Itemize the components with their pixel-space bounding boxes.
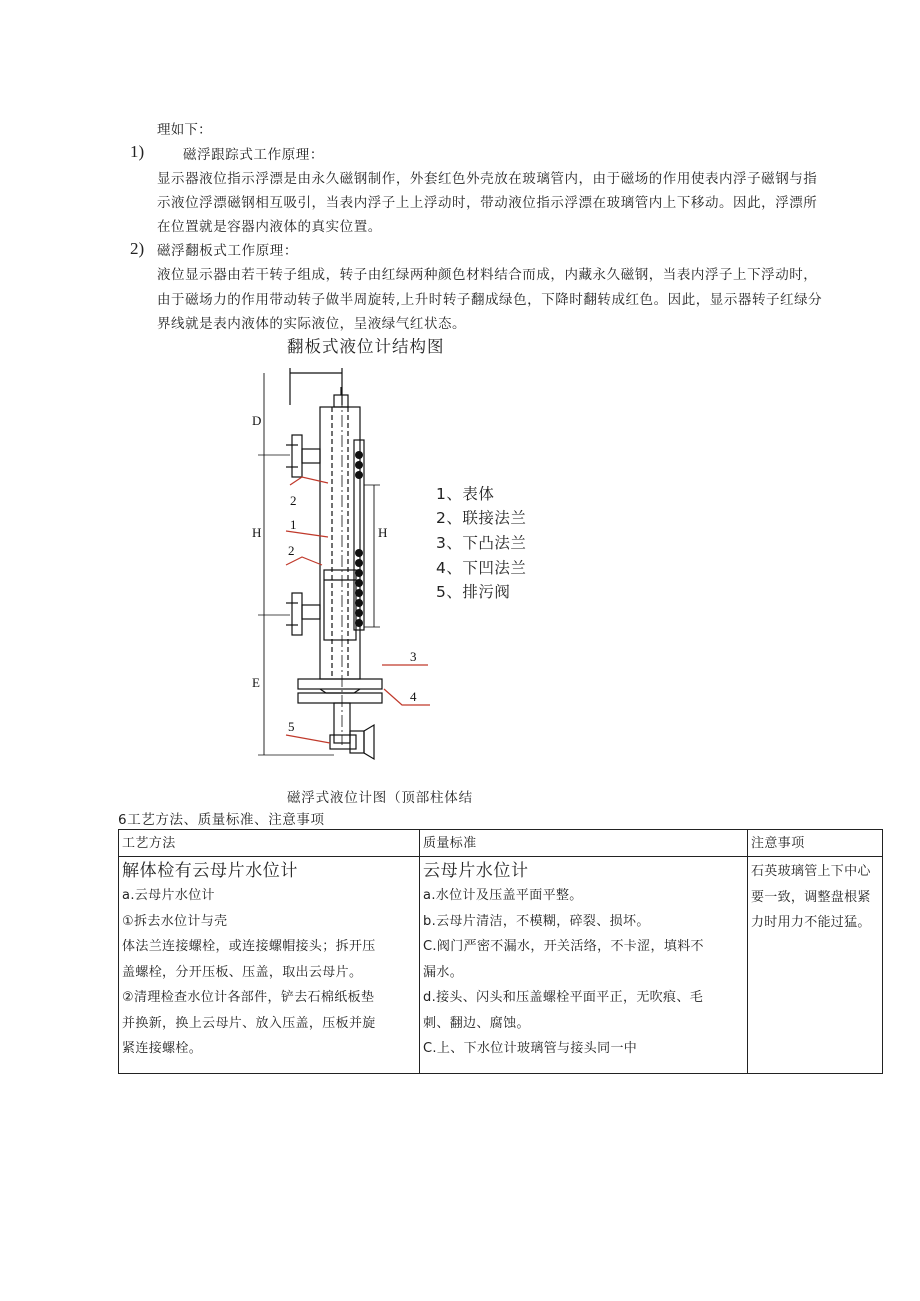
indicator-ball xyxy=(355,559,363,567)
method-line: 紧连接螺栓。 xyxy=(122,1041,203,1056)
section2-number: 2) xyxy=(130,239,145,258)
intro-text: 理如下： xyxy=(157,122,212,138)
section1-heading: 磁浮跟踪式工作原理： xyxy=(183,147,324,163)
part-label-5: 5 xyxy=(288,719,295,734)
standard-line: 刺、翻边、腐蚀。 xyxy=(423,1015,530,1031)
standard-title: 云母片水位计 xyxy=(423,861,529,881)
indicator-ball xyxy=(355,471,363,479)
table-header: 注意事项 xyxy=(748,830,883,857)
indicator-ball xyxy=(355,549,363,557)
indicator-ball xyxy=(355,619,363,627)
section2-line: 液位显示器由若干转子组成，转子由红绿两种颜色材料结合而成，内藏永久磁钢，当表内浮子上下浮动时， xyxy=(157,267,818,283)
standard-line: 漏水。 xyxy=(423,964,464,980)
legend-item: 3、下凸法兰 xyxy=(436,534,527,552)
leader-line-2a xyxy=(290,477,328,485)
dim-label-e: E xyxy=(252,675,260,690)
method-cell xyxy=(119,857,420,1074)
indicator-ball xyxy=(355,579,363,587)
upper-flange xyxy=(292,435,302,477)
lower-flange xyxy=(292,593,302,635)
part-label-1: 1 xyxy=(290,517,297,532)
method-line: 并换新，换上云母片、放入压盖，压板并旋 xyxy=(122,1015,376,1031)
legend-item: 4、下凹法兰 xyxy=(436,559,527,577)
diagram-title: 翻板式液位计结构图 xyxy=(287,337,445,356)
top-nut xyxy=(334,395,348,407)
part-label-2a: 2 xyxy=(290,493,297,508)
method-title: 解体检有云母片水位计 xyxy=(122,861,298,881)
section6-heading: 6工艺方法、质量标准、注意事项 xyxy=(118,812,325,828)
section1-line: 显示器液位指示浮漂是由永久磁钢制作，外套红色外壳放在玻璃管内，由于磁场的作用使表内浮子磁钢与指 xyxy=(157,171,818,187)
legend-item: 1、表体 xyxy=(436,485,495,503)
section2-heading: 磁浮翻板式工作原理： xyxy=(157,243,298,259)
leader-line-5 xyxy=(286,735,330,743)
part-label-2b: 2 xyxy=(288,543,295,558)
indicator-ball xyxy=(355,569,363,577)
bottom-flange-raised xyxy=(298,679,382,689)
section1-number: 1) xyxy=(130,142,145,161)
dim-label-d: D xyxy=(252,413,262,428)
upper-nozzle xyxy=(302,449,320,463)
standard-line: C.上、下水位计玻璃管与接头同一中 xyxy=(423,1041,638,1056)
table-header: 质量标准 xyxy=(420,830,748,857)
part-label-3: 3 xyxy=(410,649,417,664)
legend-item: 2、联接法兰 xyxy=(436,509,527,527)
lower-nozzle xyxy=(302,605,320,619)
indicator-ball xyxy=(355,599,363,607)
bottom-flange-recessed xyxy=(298,693,382,703)
indicator-balls xyxy=(355,451,363,627)
standard-line: C.阀门严密不漏水，开关活络，不卡涩，填料不 xyxy=(423,939,704,954)
dim-label-h-left: H xyxy=(252,525,262,540)
section1-line: 示液位浮漂磁钢相互吸引，当表内浮子上上浮动时，带动液位指示浮漂在玻璃管内上下移动。因此，浮漂所 xyxy=(157,195,818,211)
notes-text: 石英玻璃管上下中心要一致，调整盘根紧力时用力不能过猛。 xyxy=(751,864,871,930)
method-line: 盖螺栓，分开压板、压盖，取出云母片。 xyxy=(122,964,363,980)
drain-valve-handle xyxy=(350,731,364,753)
indicator-ball xyxy=(355,609,363,617)
notes-cell xyxy=(748,857,883,1074)
standard-line: b.云母片清洁，不模糊，碎裂、损坏。 xyxy=(423,913,650,929)
method-line: a.云母片水位计 xyxy=(122,888,215,903)
process-table xyxy=(118,829,883,1074)
dim-label-h-right: H xyxy=(378,525,388,540)
indicator-ball xyxy=(355,451,363,459)
section1-line: 在位置就是容器内液体的真实位置。 xyxy=(157,219,382,235)
method-line: ②清理检查水位计各部件，铲去石棉纸板垫 xyxy=(122,990,375,1005)
section2-line: 由于磁场力的作用带动转子做半周旋转,上升时转子翻成绿色，下降时翻转成红色。因此，显示器转子红绿分 xyxy=(157,292,823,308)
indicator-ball xyxy=(355,461,363,469)
leader-line-4 xyxy=(384,689,430,705)
diagram-caption: 磁浮式液位计图（顶部柱体结 xyxy=(287,790,473,806)
drain-valve-wheel xyxy=(364,725,374,759)
section2-line: 界线就是表内液体的实际液位，呈液绿气红状态。 xyxy=(157,316,467,332)
method-line: ①拆去水位计与壳 xyxy=(122,913,228,929)
standard-line: d.接头、闪头和压盖螺栓平面平正，无吹痕、毛 xyxy=(423,990,704,1005)
leader-line-2b xyxy=(286,557,322,565)
standard-line: a.水位计及压盖平面平整。 xyxy=(423,888,583,903)
part-label-4: 4 xyxy=(410,689,417,704)
standard-cell xyxy=(420,857,748,1074)
table-header: 工艺方法 xyxy=(119,830,420,857)
indicator-ball xyxy=(355,589,363,597)
method-line: 体法兰连接螺栓，或连接螺帽接头；拆开压 xyxy=(122,939,376,954)
legend-item: 5、排污阀 xyxy=(436,583,511,601)
